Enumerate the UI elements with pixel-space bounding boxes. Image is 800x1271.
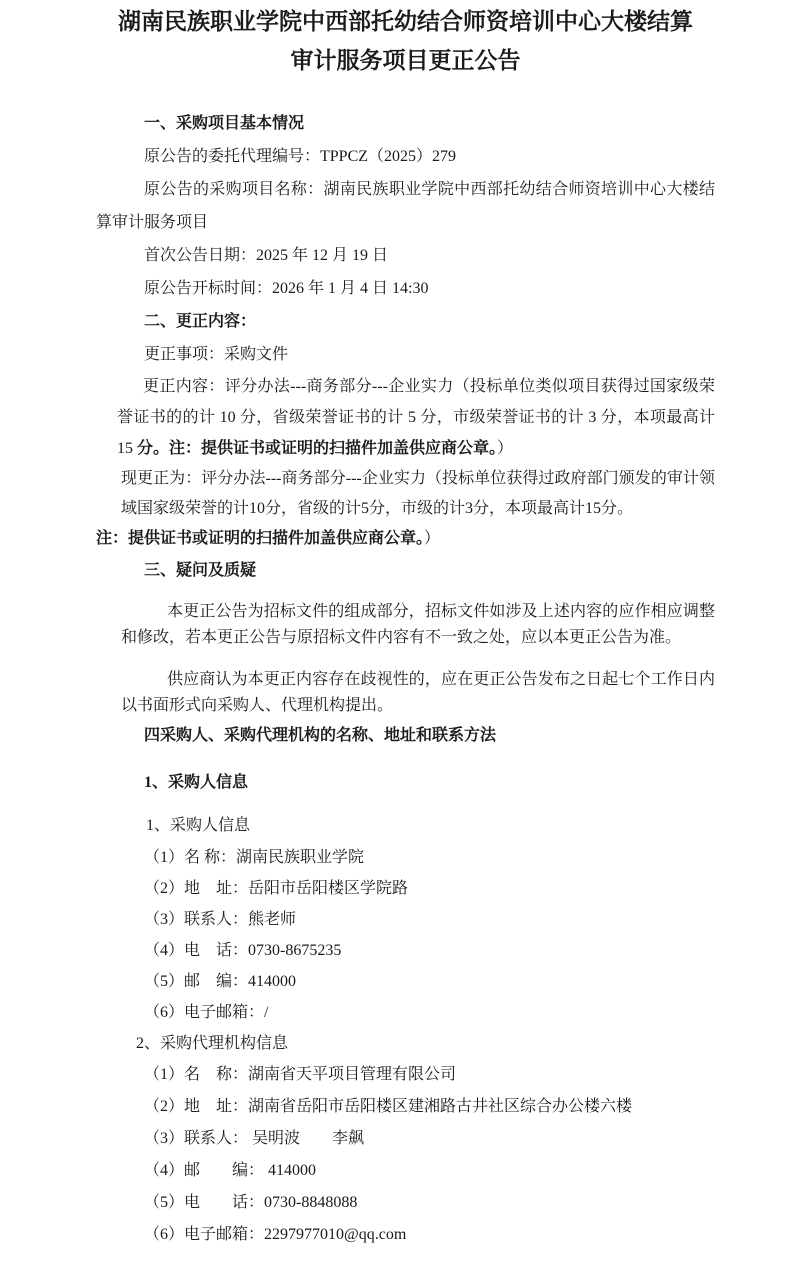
agent-postcode-line: （4）邮 编： 414000 xyxy=(144,1162,317,1179)
buyer-info-heading-bold: 1、采购人信息 xyxy=(144,774,249,791)
section3-paragraph1: 本更正公告为招标文件的组成部分，招标文件如涉及上述内容的应作相应调整和修改，若本更正公告与原招标文件内容有不一致之处，应以本更正公告为准。 xyxy=(121,603,715,646)
corrected-to-note-line xyxy=(96,524,715,554)
project-name-line: 原公告的采购项目名称：湖南民族职业学院中西部托幼结合师资培训中心大楼结算审计服务项目 xyxy=(96,181,715,231)
agent-phone-line: （5）电 话：0730-8848088 xyxy=(144,1194,358,1211)
agent-email-line: （6）电子邮箱：2297977010@qq.com xyxy=(144,1226,407,1243)
agent-address-line: （2）地 址：湖南省岳阳市岳阳楼区建湘路古井社区综合办公楼六楼 xyxy=(144,1098,633,1115)
correction-content-tail: ） xyxy=(497,440,514,457)
corrected-to-paragraph: 现更正为：评分办法---商务部分---企业实力（投标单位获得过政府部门颁发的审计领域国家级荣誉的计10分，省级的计5分，市级的计3分，本项最高计15分。 xyxy=(121,470,715,517)
corrected-to-note-tail: ） xyxy=(424,530,441,547)
agent-info-heading: 2、采购代理机构信息 xyxy=(136,1035,289,1052)
document-title-line1: 湖南民族职业学院中西部托幼结合师资培训中心大楼结算 xyxy=(118,9,693,34)
section3-heading: 三、疑问及质疑 xyxy=(144,562,257,579)
correction-content-note: 分。注：提供证书或证明的扫描件加盖供应商公章。 xyxy=(137,440,498,457)
correction-content-text: 更正内容：评分办法---商务部分---企业实力（投标单位类似项目获得过国家级荣誉证书的的计 10 分，省级荣誉证书的计 5 分，市级荣誉证书的计 3 分，本项最高计 15 xyxy=(117,378,715,457)
document-title-line2: 审计服务项目更正公告 xyxy=(290,48,521,73)
buyer-phone-line: （4）电 话：0730-8675235 xyxy=(144,942,342,959)
buyer-name-line: （1）名 称：湖南民族职业学院 xyxy=(144,849,365,866)
buyer-address-line: （2）地 址：岳阳市岳阳楼区学院路 xyxy=(144,880,409,897)
original-bid-opening-line: 原公告开标时间：2026 年 1 月 4 日 14:30 xyxy=(144,280,429,297)
buyer-contact-line: （3）联系人：熊老师 xyxy=(144,911,297,928)
section4-heading: 四采购人、采购代理机构的名称、地址和联系方法 xyxy=(144,727,497,744)
agency-code-line: 原公告的委托代理编号：TPPCZ（2025）279 xyxy=(144,148,457,165)
corrected-to-note: 注：提供证书或证明的扫描件加盖供应商公章。 xyxy=(96,530,425,547)
section3-paragraph2: 供应商认为本更正内容存在歧视性的，应在更正公告发布之日起七个工作日内以书面形式向采购人、代理机构提出。 xyxy=(121,671,715,714)
buyer-postcode-line: （5）邮 编：414000 xyxy=(144,973,297,990)
section2-heading: 二、更正内容： xyxy=(144,313,257,330)
correction-item-line: 更正事项：采购文件 xyxy=(144,346,289,363)
first-announcement-date-line: 首次公告日期：2025 年 12 月 19 日 xyxy=(144,247,389,264)
section1-heading: 一、采购项目基本情况 xyxy=(144,115,305,132)
buyer-info-heading: 1、采购人信息 xyxy=(146,817,251,834)
agent-name-line: （1）名 称：湖南省天平项目管理有限公司 xyxy=(144,1066,457,1083)
buyer-email-line: （6）电子邮箱：/ xyxy=(144,1004,269,1021)
agent-contact-line: （3）联系人： 吴明波 李飙 xyxy=(144,1130,365,1147)
document-title xyxy=(96,2,715,80)
correction-content-paragraph xyxy=(117,371,715,464)
